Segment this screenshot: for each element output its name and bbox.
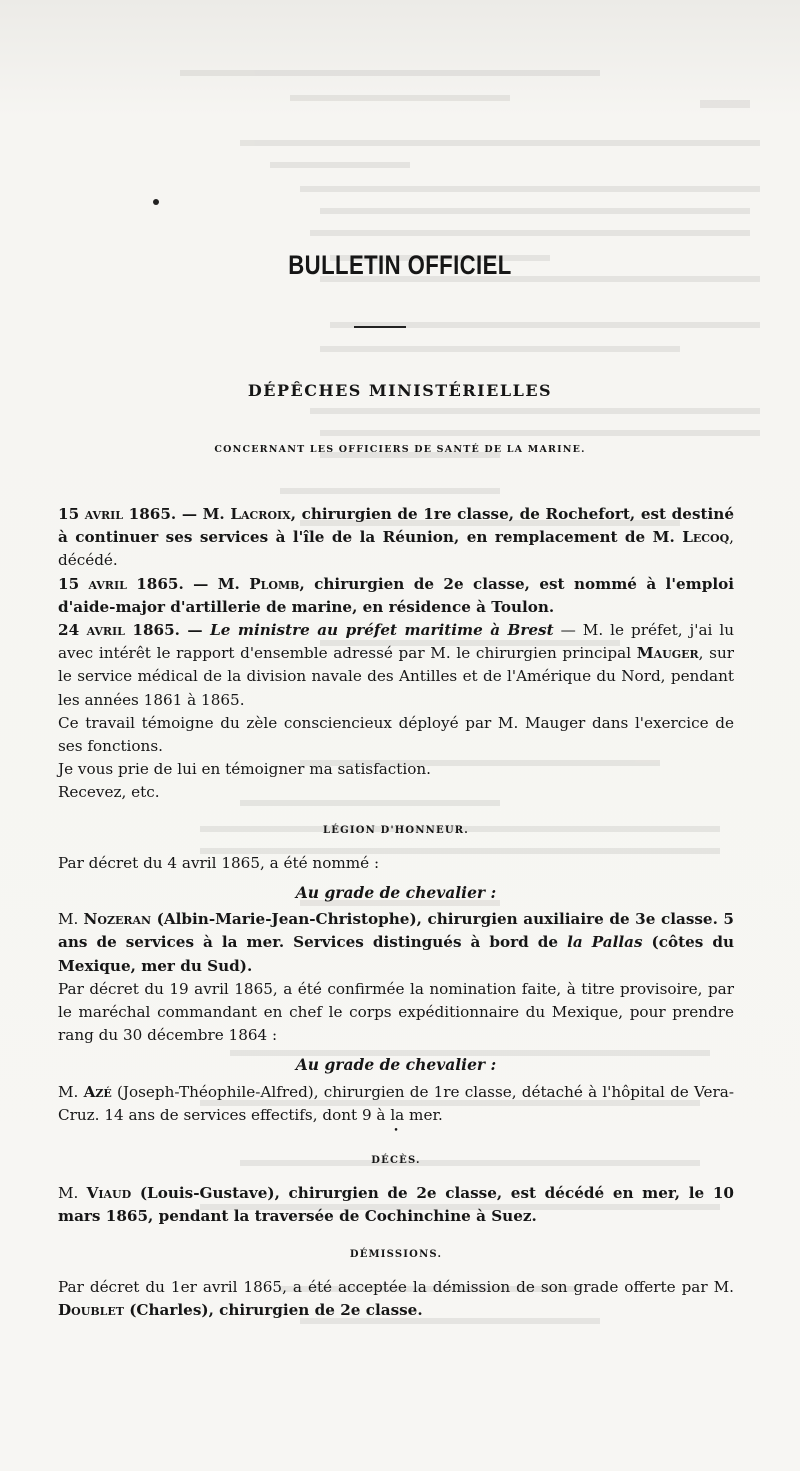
text-run: (Louis-Gustave), chirurgien de 2e classe, est décédé en mer, le 10 mars 1865, pendant la traversée de Cochinchine à Suez. (58, 1184, 734, 1226)
text-run: , chirurgien de 1re classe, de Rochefort, est destiné à continuer ses services à l'île de la Réunion, en remplacement de M. (58, 505, 734, 547)
text-run: Azé (83, 1082, 112, 1101)
text-run: 15 (58, 574, 89, 593)
legion-paragraph-3 (58, 1081, 734, 1127)
text-run: avril (86, 621, 125, 640)
deces-heading: DÉCÈS. (371, 1155, 421, 1167)
grade-heading-1: Au grade de chevalier : (295, 883, 497, 903)
dispatch-paragraph (58, 712, 734, 758)
demissions-paragraph (58, 1276, 734, 1322)
text-run: Mauger (636, 644, 699, 663)
title-divider (354, 326, 406, 328)
text-run: — M. le préfet, j'ai lu avec intérêt le rapport d'ensemble adressé par M. le chirurgien principal (58, 621, 734, 663)
dispatch-paragraph (58, 503, 734, 573)
section-subheading: CONCERNANT LES OFFICIERS DE SANTÉ DE LA MARINE. (214, 444, 586, 455)
legion-paragraph-1 (58, 908, 734, 978)
text-run: Doublet (58, 1301, 124, 1320)
page-title: BULLETIN OFFICIEL (288, 250, 512, 280)
text-run: la Pallas (567, 933, 643, 952)
legion-heading: LÉGION D'HONNEUR. (323, 824, 469, 836)
text-run: M. (58, 910, 84, 929)
dispatch-paragraph (58, 619, 734, 712)
text-run: , sur le service médical de la division navale des Antilles et de l'Amérique du Nord, pendant les années 1861 à 1865. (58, 644, 734, 709)
text-run: Par décret du 1er avril 1865, a été acceptée la démission de son grade offerte par M. (58, 1277, 734, 1296)
section-heading: DÉPÊCHES MINISTÉRIELLES (247, 381, 553, 400)
legion-paragraph-2: Par décret du 19 avril 1865, a été confirmée la nomination faite, à titre provisoire, par le maréchal commandant en chef le corps expéditionnaire du Mexique, pour prendre rang du 30 décembre 1864 : (58, 979, 734, 1045)
text-run: Lacroix (230, 505, 291, 523)
text-run: Recevez, etc. (58, 783, 160, 802)
document-body (58, 503, 734, 1322)
text-run: (côtes du Mexique, mer du Sud). (58, 933, 735, 975)
text-run: (Joseph-Théophile-Alfred), chirurgien de 1re classe, détaché à l'hôpital de Vera-Cruz. 14 ans de services effectifs, dont 9 à la mer. (58, 1082, 734, 1124)
text-run: Lecoq (682, 528, 730, 547)
text-run: , chirurgien de 2e classe, est nommé à l'emploi d'aide-major d'artillerie de marine, en résidence à Toulon. (58, 574, 734, 616)
text-run: Viaud (86, 1184, 132, 1203)
text-run: M. (58, 1184, 87, 1203)
text-run: 1865. — M. (123, 505, 231, 523)
text-run: avril (88, 574, 127, 593)
dispatch-paragraph (58, 758, 734, 781)
text-run: Nozeran (83, 910, 152, 929)
dispatch-paragraphs (58, 503, 734, 805)
text-run: 1865. — M. (126, 574, 250, 593)
text-run: Plomb (249, 574, 300, 593)
text-run: Le ministre au préfet maritime à Brest (210, 621, 554, 640)
demissions-heading: DÉMISSIONS. (349, 1248, 443, 1260)
text-run: 15 (58, 505, 85, 523)
text-run: , décédé. (58, 528, 734, 570)
legion-intro: Par décret du 4 avril 1865, a été nommé : (58, 853, 380, 872)
text-run: (Albin-Marie-Jean-Christophe), chirurgien auxiliaire de 3e classe. 5 ans de services à la mer. Services distingués à bord de (58, 910, 734, 952)
ornament-dot: • (393, 1126, 399, 1137)
text-run: 1865. — (124, 621, 211, 640)
deces-paragraph (58, 1182, 734, 1228)
text-run: 24 (58, 621, 87, 640)
text-run: M. (58, 1082, 84, 1101)
text-run: Je vous prie de lui en témoigner ma satisfaction. (58, 760, 431, 779)
grade-heading-2: Au grade de chevalier : (295, 1055, 497, 1075)
text-run: (Charles), chirurgien de 2e classe. (123, 1301, 423, 1320)
text-run: avril (84, 505, 124, 523)
text-run: Ce travail témoigne du zèle consciencieux déployé par M. Mauger dans l'exercice de ses fonctions. (58, 713, 734, 756)
ink-dot (153, 199, 159, 205)
dispatch-paragraph (58, 573, 734, 619)
dispatch-paragraph (58, 781, 734, 804)
